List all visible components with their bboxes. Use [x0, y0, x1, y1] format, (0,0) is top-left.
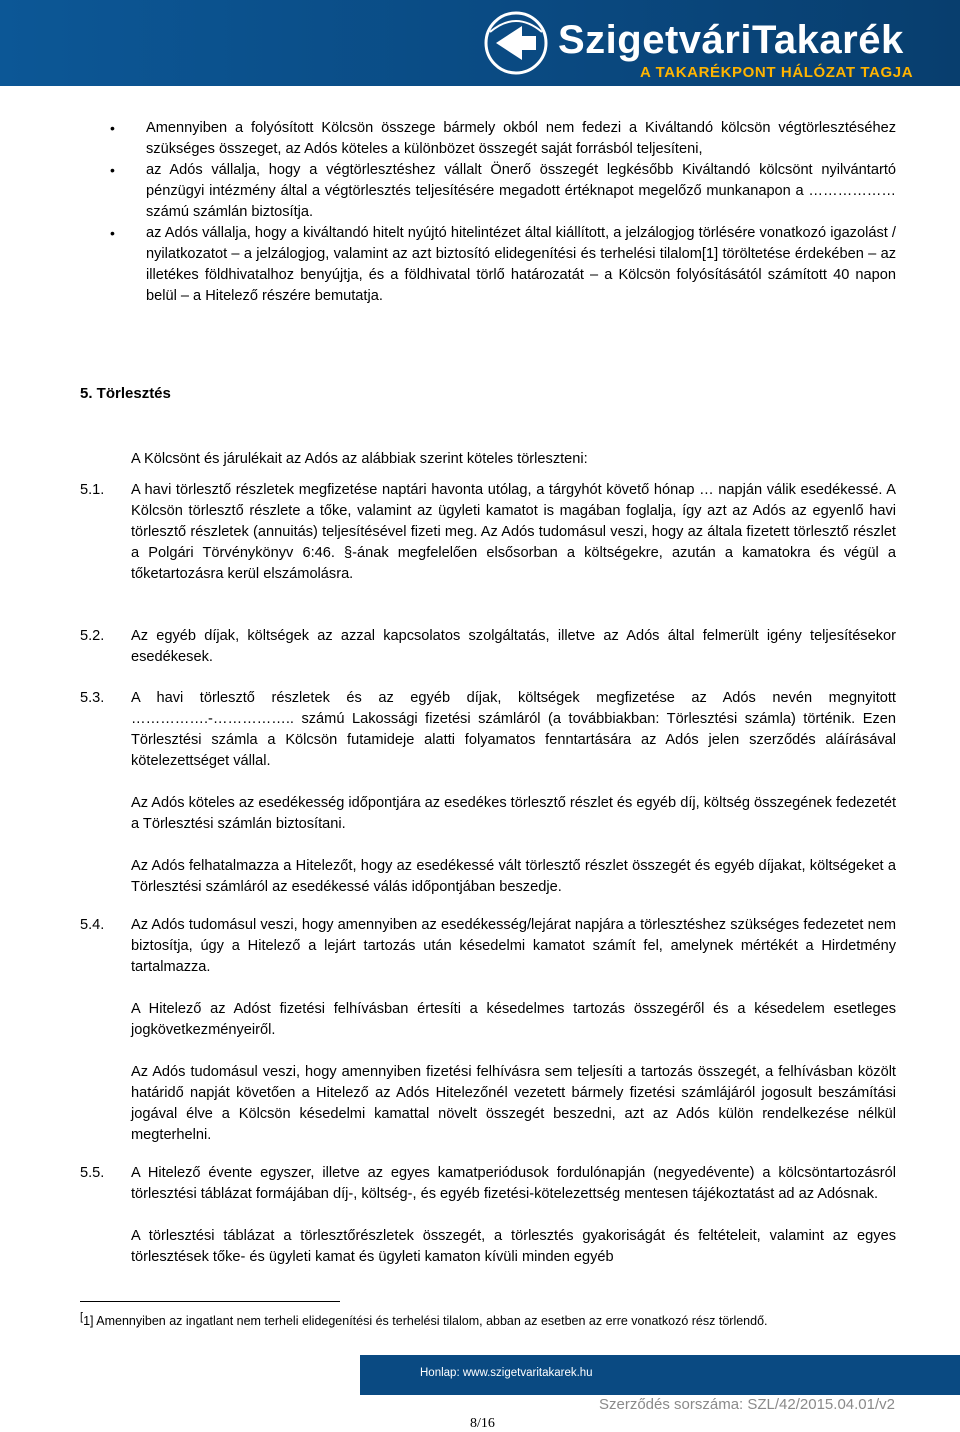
subsection-5-2 [80, 626, 896, 668]
subsection-body [131, 1163, 896, 1268]
brand-name-part2: Takarék [751, 18, 904, 62]
footnote [80, 1309, 768, 1329]
brand-tagline: A TAKARÉKPONT HÁLÓZAT TAGJA [640, 64, 914, 81]
brand-name-part1: Szigetvári [558, 18, 752, 62]
bullet-text: Amennyiben a folyósított Kölcsön összege bármely okból nem fedezi a Kiváltandó kölcsön végtörlesztéséhez szükséges összeget, az Adós köteles a különbözet összegét saját forrásból teljesíteni, [146, 120, 896, 157]
subsection-5-3 [80, 688, 896, 898]
bullet-icon: • [110, 162, 115, 178]
paragraph: A havi törlesztő részletek megfizetése naptári havonta utólag, a tárgyhót követő hónap … napján válik esedékessé. A Kölcsön törlesztő részlete a tőke, valamint az ügyleti kamatot is magában foglalja, így azt az Adós az egyenlő havi törlesztő részletek (annuitás) teljesítésével fizeti meg. Az Adós tudomásul veszi, hogy az általa fizetett törlesztő részlet a Polgári Törvénykönyv 6:46. §-ának megfelelően elsősorban a költségekre, azután a kamatokra és végül a tőketartozásra kerül elszámolásra. [131, 482, 896, 582]
bullet-item [110, 160, 896, 223]
footnote-divider [80, 1301, 340, 1302]
subsection-body [131, 626, 896, 668]
page-number: 8/16 [470, 1416, 495, 1431]
footnote-mark: [ [80, 1311, 84, 1323]
paragraph: A törlesztési táblázat a törlesztőrészletek összegét, a törlesztés gyakoriságát és feltételeit, valamint az egyes törlesztések tőke- és ügyleti kamat és ügyleti kamaton kívüli minden egyéb [131, 1228, 896, 1265]
subsection-body [131, 480, 896, 585]
subsection-5-4 [80, 915, 896, 1146]
bullet-icon: • [110, 120, 115, 136]
header-banner [0, 0, 960, 86]
bullet-item [110, 223, 896, 307]
paragraph: Az Adós tudomásul veszi, hogy amennyiben fizetési felhívásra sem teljesíti a tartozás összegét, a felhívásban közölt határidő napját követően a Hitelező az Adós Hitelezőnél vezetett bármely fizetési számlájáról jogosult beszámítási jogával élve a Kölcsön késedelmi kamattal növelt összegét beszedni, azt az Adós külön rendelkezése nélkül megterhelni. [131, 1064, 896, 1143]
subsection-number: 5.4. [80, 917, 105, 933]
paragraph: Az Adós tudomásul veszi, hogy amennyiben az esedékesség/lejárat napjára a törlesztéshez szükséges fedezetet nem biztosítja, úgy a Hitelező a lejárt tartozás után késedelmi kamatot számít fel, amelynek mértékét a Hirdetmény tartalmazza. [131, 917, 896, 975]
footer-banner [360, 1355, 960, 1395]
bullet-text: az Adós vállalja, hogy a kiváltandó hitelt nyújtó hitelintézet által kiállított, a jelzálogjog törlésére vonatkozó igazolást / nyilatkozatot – a jelzálogjog, valamint az azt biztosító elidegenítési és terhelési tilalom[1] töröltetése érdekében – az illetékes földhivatalhoz benyújtja, és a földhivatal törlő határozatát – a Kölcsön folyósításától számított 40 napon belül – a Hitelező részére bemutatja. [146, 225, 896, 304]
subsection-5-5 [80, 1163, 896, 1268]
subsection-body [131, 688, 896, 898]
paragraph: A Hitelező az Adóst fizetési felhívásban értesíti a késedelmes tartozás összegéről és a késedelem esetleges jogkövetkezményeiről. [131, 1001, 896, 1038]
subsection-number: 5.2. [80, 628, 105, 644]
bullet-icon: • [110, 225, 115, 241]
subsection-number: 5.3. [80, 690, 105, 706]
subsection-5-1 [80, 480, 896, 585]
section-intro: A Kölcsönt és járulékait az Adós az alábbiak szerint köteles törleszteni: [131, 451, 588, 467]
subsection-number: 5.1. [80, 482, 105, 498]
bullet-text: az Adós vállalja, hogy a végtörlesztéshez vállalt Önerő összegét legkésőbb Kiváltandó kölcsönt nyilvántartó pénzügyi intézmény által a végtörlesztés teljesítésére megadott értéknapot megelőző munkanapon a ……………… számú számlán biztosítja. [146, 162, 896, 220]
brand-name [558, 18, 904, 63]
paragraph: Az egyéb díjak, költségek az azzal kapcsolatos szolgáltatás, illetve az Adós által felmerült igény teljesítésekor esedékesek. [131, 628, 896, 665]
brand-logo-icon [478, 10, 554, 76]
bullet-list [110, 118, 896, 307]
paragraph: A havi törlesztő részletek és az egyéb díjak, költségek megfizetése az Adós nevén megnyitott …………….-…………….. számú Lakossági fizetési számláról (a továbbiakban: Törlesztési számla) történik. Ezen Törlesztési számla a Kölcsön futamideje alatti folyamatos fenntartására az Adós jelen szerződés aláírásával kötelezettséget vállal. [131, 690, 896, 769]
footer-website: Honlap: www.szigetvaritakarek.hu [420, 1367, 593, 1379]
paragraph: Az Adós köteles az esedékesség időpontjára az esedékes törlesztő részlet és egyéb díj, költség összegének fedezetét a Törlesztési számlán biztosítani. [131, 795, 897, 832]
footnote-text: 1] Amennyiben az ingatlant nem terheli elidegenítési és terhelési tilalom, abban az esetben az erre vonatkozó rész törlendő. [83, 1314, 768, 1329]
paragraph: A Hitelező évente egyszer, illetve az egyes kamatperiódusok fordulónapján (negyedévente) a kölcsöntartozásról törlesztési táblázat formájában díj-, költség-, és egyéb fizetési-kötelezettség mentesen tájékoztatást ad az Adósnak. [131, 1165, 896, 1202]
paragraph: Az Adós felhatalmazza a Hitelezőt, hogy az esedékessé vált törlesztő részlet összegét és egyéb díjakat, költségeket a Törlesztési számláról az esedékessé válás időpontjában beszedje. [131, 858, 896, 895]
section-heading: 5. Törlesztés [80, 385, 171, 402]
subsection-body [131, 915, 896, 1146]
bullet-item [110, 118, 896, 160]
contract-number: Szerződés sorszáma: SZL/42/2015.04.01/v2 [598, 1396, 895, 1413]
subsection-number: 5.5. [80, 1165, 105, 1181]
